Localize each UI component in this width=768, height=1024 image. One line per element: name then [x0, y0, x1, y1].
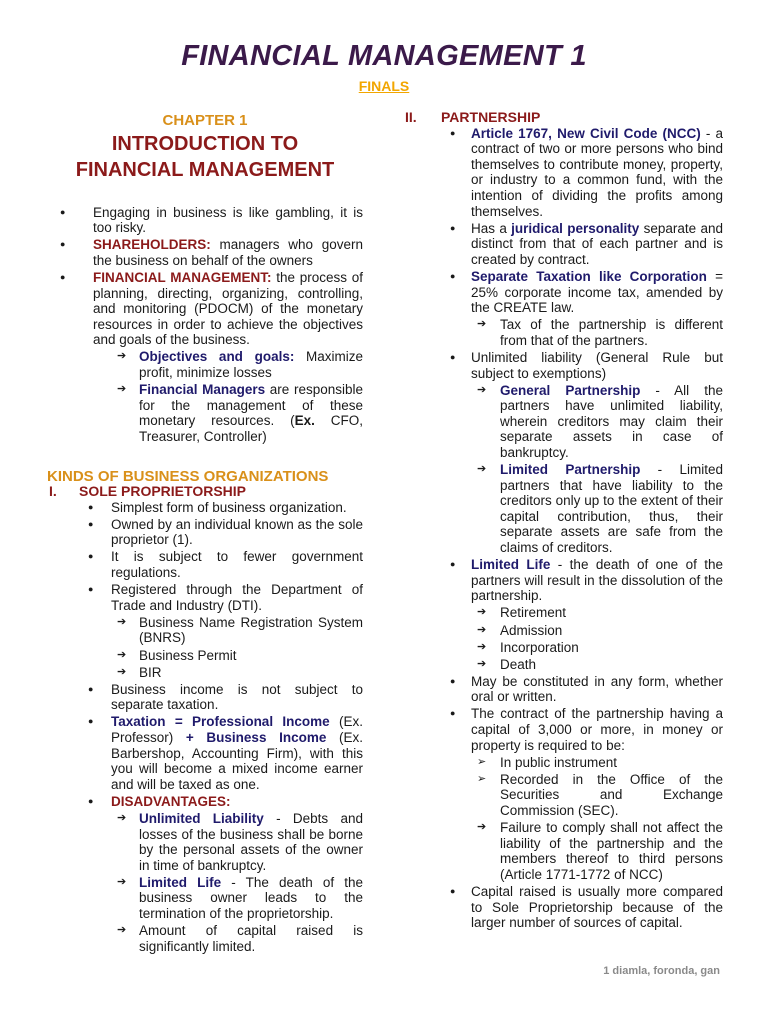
intro-list — [47, 205, 363, 445]
sub-list-item: ➔ Limited Life - The death of the business owner leads to the termination of the proprietorship. — [47, 875, 363, 922]
list-item: ● Limited Life - the death of one of the partners will result in the dissolution of the partnership. — [405, 557, 723, 604]
list-item: ● The contract of the partnership having a capital of 3,000 or more, in money or property is required to be: — [405, 706, 723, 753]
section-heading-sole-proprietorship: I. SOLE PROPRIETORSHIP — [49, 483, 246, 500]
chapter-title — [47, 131, 363, 183]
sole-proprietorship-list — [47, 500, 363, 955]
left-column — [47, 110, 363, 956]
list-item: ● Has a juridical personality separate and distinct from that of each partner and is created by contract. — [405, 221, 723, 268]
document-title: FINANCIAL MANAGEMENT 1 — [181, 40, 587, 72]
chapter-label: CHAPTER 1 — [162, 112, 248, 129]
sub-list-item: ➔ Business Permit — [47, 648, 363, 664]
section-heading-kinds: KINDS OF BUSINESS ORGANIZATIONS — [47, 467, 329, 485]
sub-list-item: ➔ Objectives and goals: Maximize profit, minimize losses — [47, 349, 363, 380]
sub-list-item: ➔ Business Name Registration System (BNRS) — [47, 615, 363, 646]
sub-list-item: ➔ Admission — [405, 623, 723, 639]
list-item: ● Business income is not subject to separate taxation. — [47, 682, 363, 713]
sub-list-item: ➔ Limited Partnership - Limited partners that have liability to the creditors only up to the extent of their capital contribution, thus, their separate assets are safe from the claims of creditors. — [405, 462, 723, 556]
list-item: ● Capital raised is usually more compared to Sole Proprietorship because of the larger number of sources of capital. — [405, 884, 723, 931]
chapter-title-line2: FINANCIAL MANAGEMENT — [75, 158, 335, 181]
list-item: ● Article 1767, New Civil Code (NCC) - a contract of two or more persons who bind themselves to contribute money, property, or industry to a common fund, with the intention of dividing the profits among themselves. — [405, 126, 723, 220]
sub-list-item: ➢ Recorded in the Office of the Securities and Exchange Commission (SEC). — [405, 772, 723, 819]
list-item: ● Taxation = Professional Income (Ex. Professor) + Business Income (Ex. Barbershop, Accounting Firm), with this you will become a mixed income earner and will be taxed as one. — [47, 714, 363, 792]
sub-list-item: ➔ Unlimited Liability - Debts and losses of the business shall be borne by the personal assets of the owner in time of bankruptcy. — [47, 811, 363, 873]
list-item: ● Simplest form of business organization. — [47, 500, 363, 516]
list-item: ● Registered through the Department of Trade and Industry (DTI). — [47, 582, 363, 613]
document-subtitle: FINALS — [358, 78, 410, 94]
list-item: ● Unlimited liability (General Rule but subject to exemptions) — [405, 350, 723, 381]
list-item: ● Engaging in business is like gambling, it is too risky. — [47, 205, 363, 236]
sub-list-item: ➔ General Partnership - All the partners have unlimited liability, wherein creditors may claim their separate assets in case of bankruptcy. — [405, 383, 723, 461]
list-item: ● Owned by an individual known as the sole proprietor (1). — [47, 517, 363, 548]
chapter-title-line1: INTRODUCTION TO — [111, 132, 299, 155]
sub-list-item: ➔ Death — [405, 657, 723, 673]
list-item: ● Separate Taxation like Corporation = 25% corporate income tax, amended by the CREATE law. — [405, 269, 723, 316]
sub-list-item: ➔ Retirement — [405, 605, 723, 621]
sub-list-item: ➔ Financial Managers are responsible for the management of these monetary resources. (Ex. CFO, Treasurer, Controller) — [47, 382, 363, 444]
sub-list-item: ➔ Tax of the partnership is different from that of the partners. — [405, 317, 723, 348]
list-item: ● SHAREHOLDERS: managers who govern the business on behalf of the owners — [47, 237, 363, 268]
page-footer: 1 diamla, foronda, gan — [603, 965, 720, 977]
sub-list-item: ➔ Failure to comply shall not affect the liability of the partnership and the members thereof to third persons (Article 1771-1772 of NCC) — [405, 820, 723, 882]
partnership-list — [405, 126, 723, 931]
list-item: ● It is subject to fewer government regulations. — [47, 549, 363, 580]
list-item: ● DISADVANTAGES: — [47, 794, 363, 810]
sub-list-item: ➔ Amount of capital raised is significantly limited. — [47, 923, 363, 954]
sub-list-item: ➢ In public instrument — [405, 755, 723, 771]
section-heading-partnership: II. PARTNERSHIP — [405, 109, 541, 125]
list-item: ● FINANCIAL MANAGEMENT: the process of planning, directing, organizing, controlling, and monitoring (PDOCM) of the monetary resources in order to achieve the objectives and goals of the business. — [47, 270, 363, 348]
sub-list-item: ➔ Incorporation — [405, 640, 723, 656]
right-column — [405, 110, 723, 932]
sub-list-item: ➔ BIR — [47, 665, 363, 681]
list-item: ● May be constituted in any form, whether oral or written. — [405, 674, 723, 705]
